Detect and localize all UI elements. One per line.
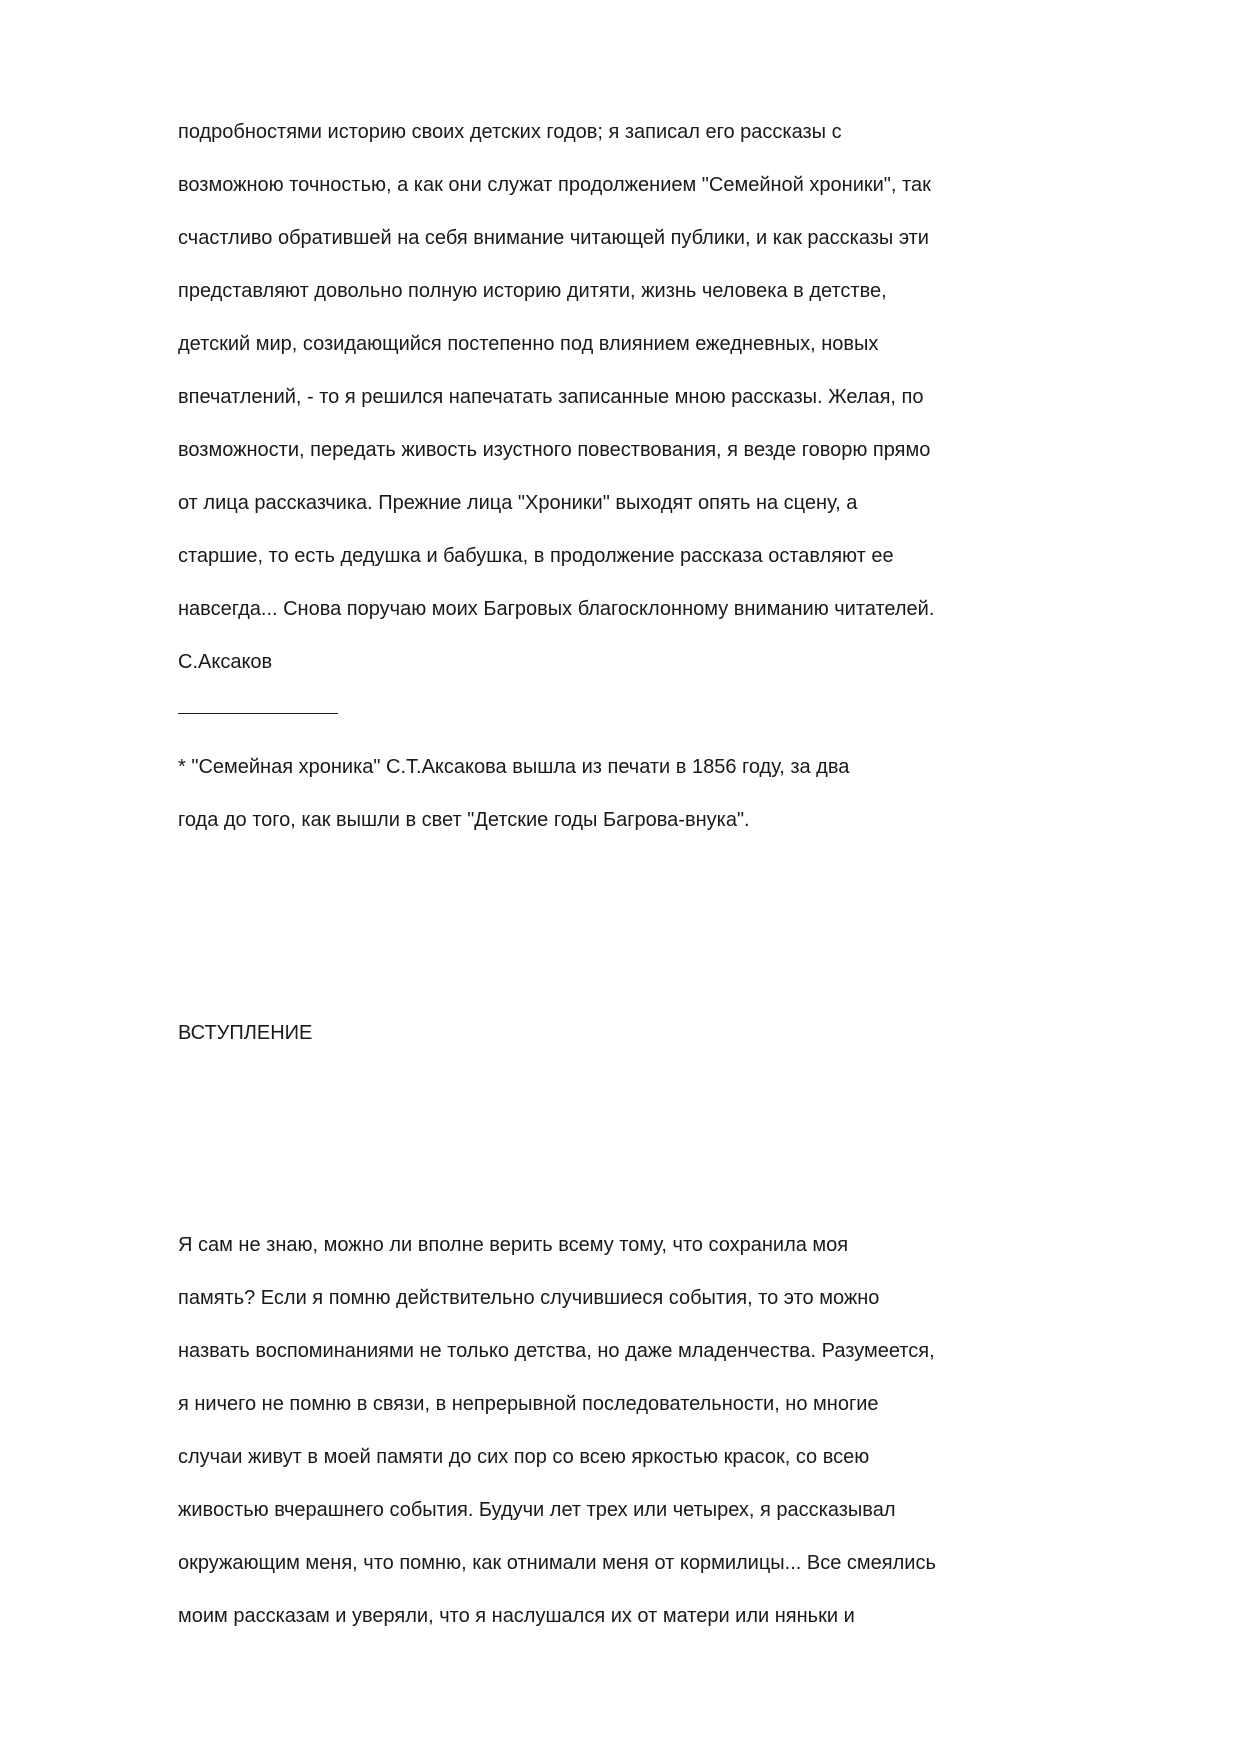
preface-line: возможности, передать живость изустного повествования, я везде говорю прямо — [178, 439, 931, 461]
preface-line: подробностями историю своих детских годов; я записал его рассказы с — [178, 121, 842, 143]
preface-line: возможною точностью, а как они служат продолжением "Семейной хроники", так — [178, 174, 931, 196]
section-line: окружающим меня, что помню, как отнимали меня от кормилицы... Все смеялись — [178, 1552, 936, 1574]
footnote-line: года до того, как вышли в свет "Детские годы Багрова-внука". — [178, 809, 750, 831]
preface-line: счастливо обратившей на себя внимание читающей публики, и как рассказы эти — [178, 227, 929, 249]
preface-line: старшие, то есть дедушка и бабушка, в продолжение рассказа оставляют ее — [178, 545, 894, 567]
section-line: Я сам не знаю, можно ли вполне верить всему тому, что сохранила моя — [178, 1234, 849, 1256]
section-line: я ничего не помню в связи, в непрерывной последовательности, но многие — [178, 1393, 879, 1415]
signature: С.Аксаков — [178, 651, 273, 673]
preface-line: представляют довольно полную историю дитяти, жизнь человека в детстве, — [178, 280, 887, 302]
preface-line: впечатлений, - то я решился напечатать записанные мною рассказы. Желая, по — [178, 386, 924, 408]
section-line: назвать воспоминаниями не только детства, но даже младенчества. Разумеется, — [178, 1340, 935, 1362]
section-line: случаи живут в моей памяти до сих пор со всею яркостью красок, со всею — [178, 1446, 870, 1468]
footnote-separator — [178, 713, 338, 714]
preface-line: от лица рассказчика. Прежние лица "Хроники" выходят опять на сцену, а — [178, 492, 858, 514]
footnote-line: * "Семейная хроника" С.Т.Аксакова вышла из печати в 1856 году, за два — [178, 756, 850, 778]
preface-line: детский мир, созидающийся постепенно под влиянием ежедневных, новых — [178, 333, 879, 355]
section-heading: ВСТУПЛЕНИЕ — [178, 1022, 313, 1044]
section-line: моим рассказам и уверяли, что я наслушался их от матери или няньки и — [178, 1605, 855, 1627]
section-line: живостью вчерашнего события. Будучи лет трех или четырех, я рассказывал — [178, 1499, 896, 1521]
section-line: память? Если я помню действительно случившиеся события, то это можно — [178, 1287, 880, 1309]
preface-line: навсегда... Снова поручаю моих Багровых благосклонному вниманию читателей. — [178, 598, 935, 620]
